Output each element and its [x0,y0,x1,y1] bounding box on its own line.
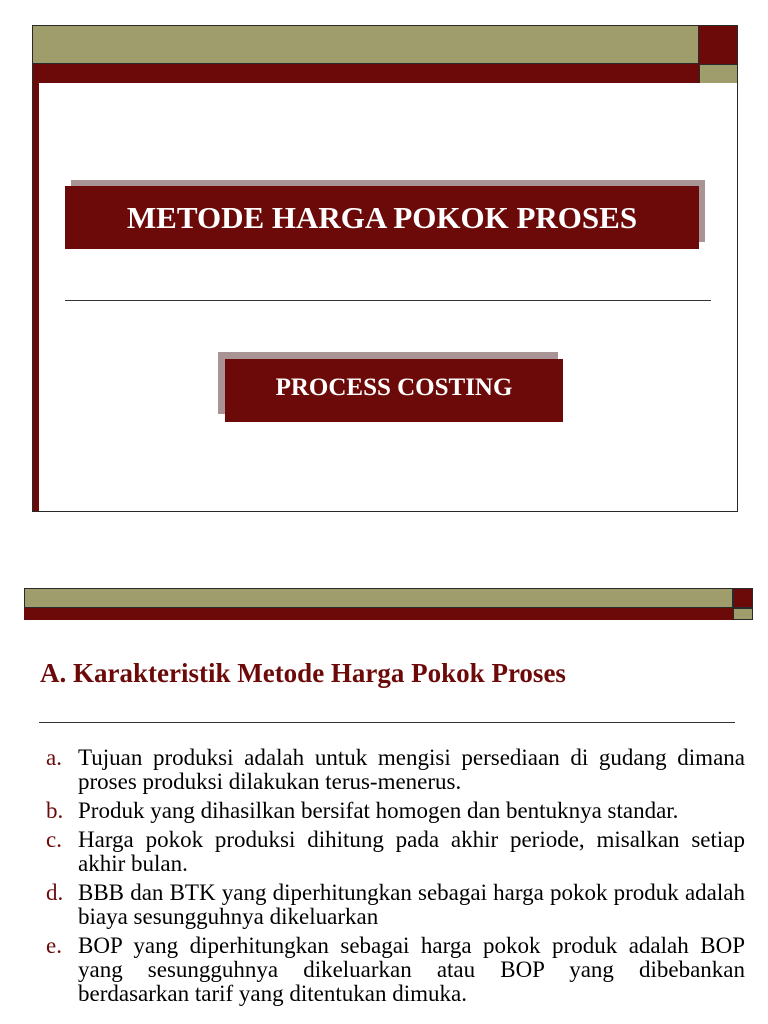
list-marker: c. [46,827,62,852]
header-corner-square [733,588,753,608]
list-item [46,746,745,794]
header-maroon-band [33,64,699,83]
list-item [46,799,745,823]
list-item-text: Tujuan produksi adalah untuk mengisi persediaan di gudang dimana proses produksi dilakukan terus-menerus. [78,745,745,794]
list-marker: e. [46,933,62,958]
slide-subtitle: PROCESS COSTING [225,359,563,422]
header-olive-bar [33,26,699,64]
left-accent-bar [33,83,39,511]
characteristics-list [46,746,745,1011]
list-marker: a. [46,745,62,770]
list-marker: b. [46,798,64,823]
title-slide [32,25,738,512]
content-slide [24,588,754,1024]
slide-title: METODE HARGA POKOK PROSES [65,186,699,249]
list-item-text: BBB dan BTK yang diperhitungkan sebagai harga pokok produk adalah biaya sesungguhnya dikeluarkan [78,880,745,929]
header-maroon-band [24,608,733,620]
header-corner-small-square [699,64,737,83]
header-olive-bar [24,588,733,608]
divider-line [65,300,711,301]
list-marker: d. [46,880,64,905]
list-item-text: Produk yang dihasilkan bersifat homogen dan bentuknya standar. [78,798,679,823]
section-heading: A. Karakteristik Metode Harga Pokok Proses [40,658,566,688]
list-item [46,934,745,1006]
list-item [46,881,745,929]
list-item-text: BOP yang diperhitungkan sebagai harga pokok produk adalah BOP yang sesungguhnya dikeluarkan atau BOP yang dibebankan berdasarkan tarif yang ditentukan dimuka. [78,933,745,1006]
header-corner-small-square [733,608,753,620]
divider-line [39,722,735,723]
header-corner-square [699,26,737,64]
list-item-text: Harga pokok produksi dihitung pada akhir periode, misalkan setiap akhir bulan. [78,827,745,876]
list-item [46,828,745,876]
